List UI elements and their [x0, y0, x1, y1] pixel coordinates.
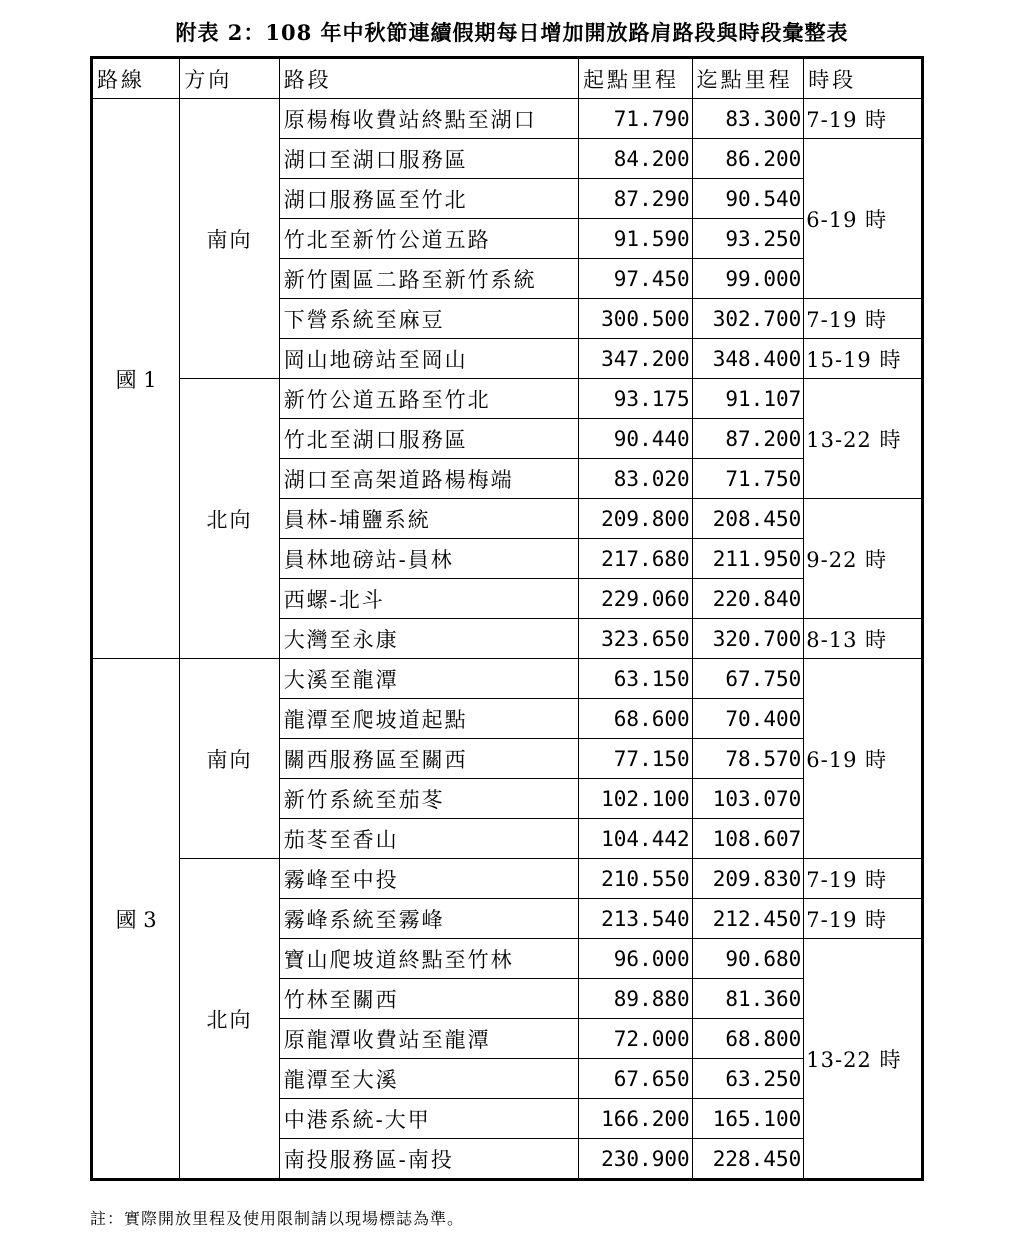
start-km-cell: 83.020	[579, 459, 693, 499]
end-km-cell: 302.700	[692, 299, 804, 339]
segment-cell: 霧峰系統至霧峰	[279, 899, 578, 939]
end-km-cell: 81.360	[692, 979, 804, 1019]
segment-cell: 員林地磅站-員林	[279, 539, 578, 579]
direction-cell: 南向	[180, 659, 279, 859]
end-km-cell: 91.107	[692, 379, 804, 419]
table-body	[92, 99, 923, 1180]
start-km-cell: 77.150	[579, 739, 693, 779]
segment-cell: 關西服務區至關西	[279, 739, 578, 779]
end-km-cell: 90.540	[692, 179, 804, 219]
direction-cell: 北向	[180, 859, 279, 1180]
end-km-cell: 348.400	[692, 339, 804, 379]
start-km-cell: 84.200	[579, 139, 693, 179]
segment-cell: 中港系統-大甲	[279, 1099, 578, 1139]
time-cell: 6-19 時	[804, 139, 923, 299]
end-km-cell: 86.200	[692, 139, 804, 179]
segment-cell: 龍潭至大溪	[279, 1059, 578, 1099]
segment-cell: 岡山地磅站至岡山	[279, 339, 578, 379]
direction-cell: 南向	[180, 99, 279, 379]
segment-cell: 下營系統至麻豆	[279, 299, 578, 339]
table-row	[92, 859, 923, 899]
table-row	[92, 99, 923, 139]
table-row	[92, 659, 923, 699]
end-km-cell: 71.750	[692, 459, 804, 499]
start-km-cell: 71.790	[579, 99, 693, 139]
end-km-cell: 67.750	[692, 659, 804, 699]
segment-cell: 新竹園區二路至新竹系統	[279, 259, 578, 299]
header-row	[92, 58, 923, 99]
start-km-cell: 217.680	[579, 539, 693, 579]
end-km-cell: 108.607	[692, 819, 804, 859]
start-km-cell: 166.200	[579, 1099, 693, 1139]
time-cell: 7-19 時	[804, 859, 923, 899]
time-cell: 9-22 時	[804, 499, 923, 619]
segment-cell: 竹北至湖口服務區	[279, 419, 578, 459]
header-start-km: 起點里程	[579, 58, 693, 99]
start-km-cell: 323.650	[579, 619, 693, 659]
end-km-cell: 93.250	[692, 219, 804, 259]
start-km-cell: 72.000	[579, 1019, 693, 1059]
start-km-cell: 89.880	[579, 979, 693, 1019]
footnote: 註：實際開放里程及使用限制請以現場標誌為準。	[90, 1209, 465, 1228]
time-cell: 13-22 時	[804, 939, 923, 1180]
end-km-cell: 209.830	[692, 859, 804, 899]
header-segment: 路段	[279, 58, 578, 99]
segment-cell: 湖口至高架道路楊梅端	[279, 459, 578, 499]
segment-cell: 西螺-北斗	[279, 579, 578, 619]
road-cell: 國 3	[92, 659, 180, 1180]
start-km-cell: 87.290	[579, 179, 693, 219]
direction-cell: 北向	[180, 379, 279, 659]
header-direction: 方向	[180, 58, 279, 99]
start-km-cell: 96.000	[579, 939, 693, 979]
end-km-cell: 320.700	[692, 619, 804, 659]
end-km-cell: 220.840	[692, 579, 804, 619]
end-km-cell: 228.450	[692, 1139, 804, 1180]
segment-cell: 新竹公道五路至竹北	[279, 379, 578, 419]
time-cell: 15-19 時	[804, 339, 923, 379]
end-km-cell: 63.250	[692, 1059, 804, 1099]
start-km-cell: 63.150	[579, 659, 693, 699]
end-km-cell: 211.950	[692, 539, 804, 579]
segment-cell: 原楊梅收費站終點至湖口	[279, 99, 578, 139]
start-km-cell: 104.442	[579, 819, 693, 859]
time-cell: 13-22 時	[804, 379, 923, 499]
end-km-cell: 68.800	[692, 1019, 804, 1059]
end-km-cell: 78.570	[692, 739, 804, 779]
end-km-cell: 83.300	[692, 99, 804, 139]
start-km-cell: 347.200	[579, 339, 693, 379]
segment-cell: 原龍潭收費站至龍潭	[279, 1019, 578, 1059]
table-row	[92, 379, 923, 419]
table-header	[92, 58, 923, 99]
start-km-cell: 210.550	[579, 859, 693, 899]
end-km-cell: 208.450	[692, 499, 804, 539]
header-end-km: 迄點里程	[692, 58, 804, 99]
header-road: 路線	[92, 58, 180, 99]
start-km-cell: 209.800	[579, 499, 693, 539]
segment-cell: 大溪至龍潭	[279, 659, 578, 699]
end-km-cell: 212.450	[692, 899, 804, 939]
segment-cell: 南投服務區-南投	[279, 1139, 578, 1180]
start-km-cell: 229.060	[579, 579, 693, 619]
start-km-cell: 102.100	[579, 779, 693, 819]
segment-cell: 湖口至湖口服務區	[279, 139, 578, 179]
start-km-cell: 67.650	[579, 1059, 693, 1099]
start-km-cell: 97.450	[579, 259, 693, 299]
start-km-cell: 91.590	[579, 219, 693, 259]
start-km-cell: 68.600	[579, 699, 693, 739]
time-cell: 6-19 時	[804, 659, 923, 859]
end-km-cell: 90.680	[692, 939, 804, 979]
segment-cell: 龍潭至爬坡道起點	[279, 699, 578, 739]
start-km-cell: 213.540	[579, 899, 693, 939]
segment-cell: 霧峰至中投	[279, 859, 578, 899]
segment-cell: 大灣至永康	[279, 619, 578, 659]
segment-cell: 竹林至關西	[279, 979, 578, 1019]
segment-cell: 新竹系統至茄苳	[279, 779, 578, 819]
start-km-cell: 300.500	[579, 299, 693, 339]
end-km-cell: 87.200	[692, 419, 804, 459]
start-km-cell: 93.175	[579, 379, 693, 419]
time-cell: 7-19 時	[804, 899, 923, 939]
road-cell: 國 1	[92, 99, 180, 659]
start-km-cell: 230.900	[579, 1139, 693, 1180]
segment-cell: 竹北至新竹公道五路	[279, 219, 578, 259]
time-cell: 7-19 時	[804, 99, 923, 139]
end-km-cell: 70.400	[692, 699, 804, 739]
end-km-cell: 99.000	[692, 259, 804, 299]
segment-cell: 茄苳至香山	[279, 819, 578, 859]
page-title: 附表 2：108 年中秋節連續假期每日增加開放路肩路段與時段彙整表	[175, 20, 849, 45]
header-time: 時段	[804, 58, 923, 99]
time-cell: 7-19 時	[804, 299, 923, 339]
end-km-cell: 165.100	[692, 1099, 804, 1139]
segment-cell: 員林-埔鹽系統	[279, 499, 578, 539]
time-cell: 8-13 時	[804, 619, 923, 659]
segment-cell: 湖口服務區至竹北	[279, 179, 578, 219]
start-km-cell: 90.440	[579, 419, 693, 459]
shoulder-lanes-table	[90, 56, 924, 1181]
segment-cell: 寶山爬坡道終點至竹林	[279, 939, 578, 979]
end-km-cell: 103.070	[692, 779, 804, 819]
